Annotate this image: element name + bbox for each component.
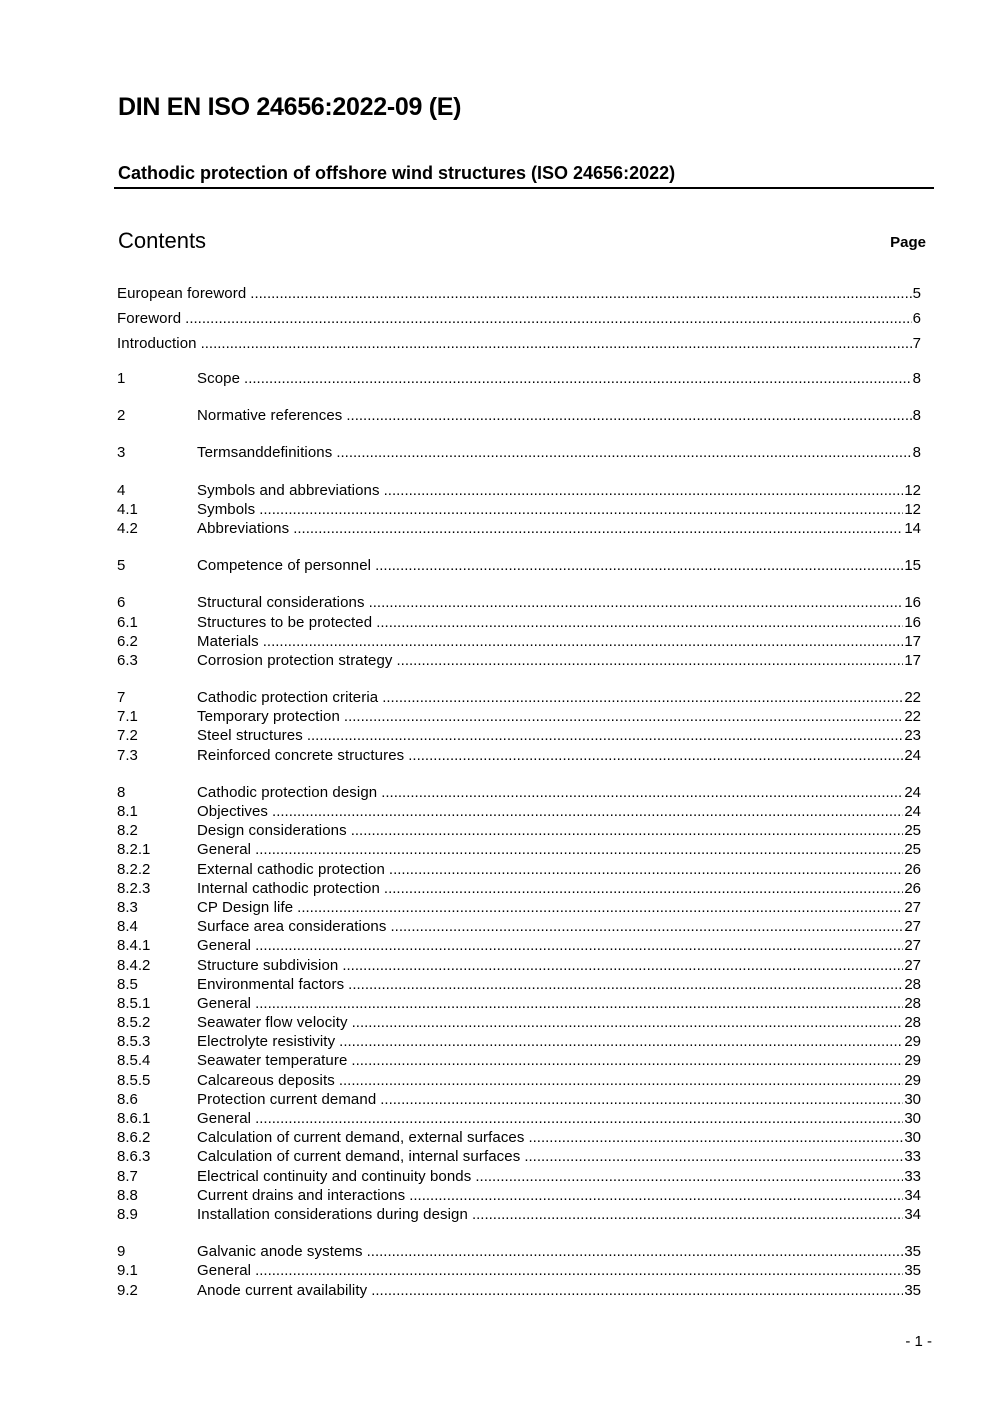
- toc-entry-number: 8.2.3: [117, 879, 151, 897]
- toc-entry-title: External cathodic protection: [197, 860, 385, 878]
- toc-entry[interactable]: [117, 726, 921, 745]
- dot-leader: [367, 1242, 904, 1261]
- toc-entry-page: 26: [904, 860, 921, 878]
- toc-entry-title: Symbols: [197, 500, 256, 518]
- toc-entry[interactable]: [117, 406, 921, 425]
- contents-heading: Contents: [118, 228, 207, 253]
- toc-entry-number: 8.4.2: [117, 956, 151, 974]
- toc-entry-page: 24: [904, 746, 921, 764]
- toc-entry-page: 27: [904, 937, 921, 955]
- toc-entry-page: 6: [912, 310, 921, 327]
- toc-entry-title: Reinforced concrete structures: [197, 746, 405, 764]
- dot-leader: [524, 1147, 903, 1166]
- toc-entry-number: 9: [117, 1243, 126, 1261]
- toc-entry-number: 4.2: [117, 519, 138, 537]
- toc-entry-page: 17: [904, 632, 921, 650]
- toc-entry-title: General: [197, 994, 252, 1012]
- dot-leader: [307, 726, 904, 745]
- toc-entry-title: Objectives: [197, 803, 269, 820]
- toc-entry-number: 8.8: [117, 1186, 138, 1204]
- toc-entry-number: 6.2: [117, 632, 138, 650]
- dot-leader: [382, 688, 903, 707]
- toc-entry-number: 8.6: [117, 1090, 138, 1108]
- toc-entry-page: 30: [904, 1110, 921, 1127]
- toc-entry-page: 24: [904, 803, 921, 820]
- toc-entry[interactable]: [117, 975, 921, 994]
- toc-entry-number: 2: [117, 407, 126, 425]
- dot-leader: [201, 334, 912, 353]
- toc-entry-page: 23: [904, 727, 921, 745]
- dot-leader: [250, 284, 911, 303]
- toc-entry[interactable]: [117, 334, 921, 359]
- dot-leader: [528, 1128, 903, 1147]
- toc-entry-page: 35: [904, 1262, 921, 1280]
- dot-leader: [244, 369, 912, 388]
- toc-entry[interactable]: [117, 860, 921, 879]
- toc-entry-page: 35: [904, 1243, 921, 1261]
- table-of-contents: [117, 284, 921, 1318]
- toc-entry-number: 8.7: [117, 1167, 138, 1185]
- toc-entry-title: Surface area considerations: [197, 918, 387, 936]
- toc-section-group: [117, 688, 921, 765]
- toc-entry-title: Structure subdivision: [197, 956, 339, 974]
- dot-leader: [389, 860, 903, 879]
- toc-entry[interactable]: [117, 1013, 921, 1032]
- toc-entry-number: 8: [117, 783, 126, 801]
- toc-entry-title: Corrosion protection strategy: [197, 651, 393, 669]
- toc-entry-title: Temporary protection: [197, 708, 340, 726]
- toc-entry-number: 8.4.1: [117, 937, 151, 955]
- toc-entry[interactable]: [117, 707, 921, 726]
- toc-entry[interactable]: [117, 613, 921, 632]
- toc-section-group: [117, 443, 921, 462]
- toc-entry-title: Cathodic protection design: [197, 783, 378, 801]
- toc-entry[interactable]: [117, 1090, 921, 1109]
- toc-entry-title: Internal cathodic protection: [197, 879, 380, 897]
- toc-entry-title: Calculation of current demand, internal surfaces: [197, 1148, 521, 1166]
- toc-entry[interactable]: [117, 917, 921, 936]
- toc-entry-title: Installation considerations during design: [197, 1205, 468, 1223]
- toc-entry[interactable]: [117, 1109, 921, 1128]
- toc-entry[interactable]: [117, 309, 921, 334]
- dot-leader: [352, 1013, 904, 1032]
- toc-entry-title: Seawater temperature: [197, 1052, 348, 1070]
- toc-front-matter: [117, 284, 921, 359]
- toc-entry-number: 8.4: [117, 918, 138, 936]
- toc-entry-title: Steel structures: [197, 727, 303, 745]
- toc-entry[interactable]: [117, 500, 921, 519]
- toc-entry[interactable]: [117, 1167, 921, 1186]
- toc-entry-title: Foreword: [117, 310, 182, 327]
- toc-entry-page: 28: [904, 994, 921, 1012]
- toc-entry-page: 22: [904, 689, 921, 707]
- document-title: DIN EN ISO 24656:2022-09 (E): [118, 93, 462, 121]
- toc-entry[interactable]: [117, 443, 921, 462]
- toc-entry[interactable]: [117, 519, 921, 538]
- toc-entry-title: Normative references: [197, 407, 343, 425]
- toc-entry-page: 7: [912, 335, 921, 352]
- dot-leader: [348, 975, 903, 994]
- toc-entry-page: 26: [904, 879, 921, 897]
- toc-entry-page: 15: [904, 557, 921, 575]
- toc-entry-page: 22: [904, 708, 921, 726]
- dot-leader: [475, 1167, 903, 1186]
- toc-entry-page: 8: [912, 407, 921, 425]
- toc-entry-number: 8.6.3: [117, 1148, 151, 1166]
- toc-entry-number: 9.1: [117, 1262, 138, 1280]
- toc-entry-number: 6.3: [117, 651, 138, 669]
- toc-entry-page: 34: [904, 1205, 921, 1223]
- title-divider: [114, 187, 934, 189]
- page-number: - 1 -: [905, 1333, 932, 1350]
- dot-leader: [272, 802, 903, 821]
- dot-leader: [409, 1186, 903, 1205]
- toc-entry-page: 27: [904, 956, 921, 974]
- toc-entry[interactable]: [117, 1071, 921, 1090]
- toc-entry-page: 28: [904, 975, 921, 993]
- dot-leader: [259, 500, 903, 519]
- dot-leader: [369, 593, 904, 612]
- toc-entry-number: 1: [117, 370, 126, 387]
- toc-entry[interactable]: [117, 821, 921, 840]
- dot-leader: [384, 879, 903, 898]
- toc-section-group: [117, 1242, 921, 1300]
- toc-entry-page: 16: [904, 613, 921, 631]
- dot-leader: [371, 1281, 903, 1300]
- toc-entry-page: 17: [904, 651, 921, 669]
- dot-leader: [263, 632, 904, 651]
- toc-entry-number: 8.2.1: [117, 841, 151, 859]
- toc-entry-number: 9.2: [117, 1281, 138, 1299]
- dot-leader: [380, 1090, 903, 1109]
- toc-entry-number: 8.3: [117, 898, 138, 916]
- toc-entry-number: 8.5.5: [117, 1071, 151, 1089]
- dot-leader: [293, 519, 903, 538]
- toc-entry-title: Calculation of current demand, external surfaces: [197, 1129, 525, 1147]
- toc-entry-number: 4: [117, 481, 126, 499]
- toc-entry[interactable]: [117, 879, 921, 898]
- toc-entry-number: 8.5: [117, 975, 138, 993]
- dot-leader: [397, 651, 904, 670]
- toc-entry[interactable]: [117, 369, 921, 388]
- dot-leader: [339, 1071, 904, 1090]
- toc-entry-title: Introduction: [117, 335, 197, 352]
- toc-entry-title: Scope: [197, 370, 241, 387]
- toc-entry-title: Competence of personnel: [197, 557, 372, 575]
- toc-entry-page: 25: [904, 822, 921, 840]
- dot-leader: [255, 936, 903, 955]
- toc-entry-title: General: [197, 937, 252, 955]
- toc-entry-title: Cathodic protection criteria: [197, 689, 379, 707]
- toc-section-group: [117, 783, 921, 1224]
- toc-entry-title: CP Design life: [197, 898, 294, 916]
- toc-entry[interactable]: [117, 936, 921, 955]
- toc-entry[interactable]: [117, 632, 921, 651]
- toc-entry-number: 7: [117, 689, 126, 707]
- toc-entry[interactable]: [117, 284, 921, 309]
- toc-entry-title: Abbreviations: [197, 519, 290, 537]
- toc-section-group: [117, 406, 921, 425]
- toc-entry-page: 27: [904, 918, 921, 936]
- toc-entry-title: European foreword: [117, 285, 247, 302]
- dot-leader: [351, 1051, 903, 1070]
- toc-entry-page: 24: [904, 783, 921, 801]
- toc-entry-number: 6.1: [117, 613, 138, 631]
- dot-leader: [342, 956, 903, 975]
- dot-leader: [346, 406, 911, 425]
- toc-entry-page: 33: [904, 1167, 921, 1185]
- toc-entry-page: 28: [904, 1014, 921, 1032]
- toc-entry[interactable]: [117, 1261, 921, 1280]
- dot-leader: [376, 613, 903, 632]
- toc-entry-page: 16: [904, 594, 921, 612]
- dot-leader: [185, 309, 912, 328]
- toc-entry[interactable]: [117, 593, 921, 612]
- toc-entry-title: Electrolyte resistivity: [197, 1033, 336, 1051]
- toc-section-group: [117, 369, 921, 388]
- toc-section-group: [117, 481, 921, 539]
- toc-entry-number: 8.6.2: [117, 1129, 151, 1147]
- toc-entry[interactable]: [117, 898, 921, 917]
- dot-leader: [351, 821, 904, 840]
- toc-entry-page: 25: [904, 841, 921, 859]
- toc-sections: [117, 369, 921, 1300]
- toc-entry[interactable]: [117, 1281, 921, 1300]
- dot-leader: [384, 481, 904, 500]
- toc-entry-page: 27: [904, 898, 921, 916]
- toc-entry-title: Environmental factors: [197, 975, 345, 993]
- toc-entry-page: 30: [904, 1090, 921, 1108]
- toc-entry[interactable]: [117, 481, 921, 500]
- toc-entry-number: 7.3: [117, 746, 138, 764]
- dot-leader: [408, 746, 903, 765]
- toc-entry-number: 4.1: [117, 500, 138, 518]
- toc-entry-number: 8.5.4: [117, 1052, 151, 1070]
- toc-entry-title: General: [197, 841, 252, 859]
- toc-entry-page: 29: [904, 1033, 921, 1051]
- toc-entry[interactable]: [117, 1147, 921, 1166]
- toc-entry-page: 12: [904, 481, 921, 499]
- toc-entry-page: 29: [904, 1052, 921, 1070]
- dot-leader: [344, 707, 903, 726]
- toc-entry-title: Protection current demand: [197, 1090, 377, 1108]
- toc-entry-title: Galvanic anode systems: [197, 1243, 363, 1261]
- toc-entry[interactable]: [117, 802, 921, 821]
- toc-entry-title: Anode current availability: [197, 1281, 368, 1299]
- toc-entry-title: Calcareous deposits: [197, 1071, 335, 1089]
- toc-entry-page: 14: [904, 519, 921, 537]
- toc-entry-title: Materials: [197, 632, 259, 650]
- toc-entry-number: 7.2: [117, 727, 138, 745]
- toc-entry-number: 7.1: [117, 708, 138, 726]
- dot-leader: [255, 840, 903, 859]
- toc-entry[interactable]: [117, 1186, 921, 1205]
- toc-entry[interactable]: [117, 1128, 921, 1147]
- toc-entry[interactable]: [117, 688, 921, 707]
- toc-entry-title: Electrical continuity and continuity bonds: [197, 1167, 472, 1185]
- toc-entry[interactable]: [117, 556, 921, 575]
- toc-entry[interactable]: [117, 956, 921, 975]
- toc-entry-page: 29: [904, 1071, 921, 1089]
- toc-entry-number: 8.5.2: [117, 1014, 151, 1032]
- toc-entry-page: 8: [912, 444, 921, 462]
- dot-leader: [255, 1261, 903, 1280]
- toc-entry-title: Design considerations: [197, 822, 347, 840]
- toc-entry-title: Symbols and abbreviations: [197, 481, 380, 499]
- toc-entry-number: 8.5.1: [117, 994, 151, 1012]
- toc-entry-title: Seawater flow velocity: [197, 1014, 348, 1032]
- toc-entry-page: 33: [904, 1148, 921, 1166]
- dot-leader: [255, 994, 903, 1013]
- toc-entry-page: 30: [904, 1129, 921, 1147]
- toc-entry-title: Termsanddefinitions: [197, 444, 333, 462]
- dot-leader: [255, 1109, 903, 1128]
- dot-leader: [375, 556, 903, 575]
- toc-entry[interactable]: [117, 746, 921, 765]
- toc-entry-page: 12: [904, 500, 921, 518]
- toc-entry-page: 5: [912, 285, 921, 302]
- toc-entry-title: Structural considerations: [197, 594, 365, 612]
- toc-entry-page: 35: [904, 1281, 921, 1299]
- toc-entry-title: General: [197, 1262, 252, 1280]
- toc-entry[interactable]: [117, 783, 921, 802]
- toc-entry-number: 8.6.1: [117, 1110, 151, 1127]
- toc-section-group: [117, 593, 921, 670]
- dot-leader: [390, 917, 903, 936]
- toc-entry-page: 34: [904, 1186, 921, 1204]
- toc-entry-page: 8: [912, 370, 921, 387]
- toc-entry-number: 3: [117, 444, 126, 462]
- dot-leader: [339, 1032, 903, 1051]
- toc-entry-number: 6: [117, 594, 126, 612]
- toc-entry[interactable]: [117, 651, 921, 670]
- toc-entry-title: Structures to be protected: [197, 613, 373, 631]
- toc-entry-title: Current drains and interactions: [197, 1186, 406, 1204]
- document-subtitle: Cathodic protection of offshore wind structures (ISO 24656:2022): [118, 163, 676, 183]
- toc-entry-number: 8.2.2: [117, 860, 151, 878]
- page-column-label: Page: [890, 234, 926, 251]
- toc-section-group: [117, 556, 921, 575]
- toc-entry-number: 8.9: [117, 1205, 138, 1223]
- dot-leader: [381, 783, 903, 802]
- toc-entry[interactable]: [117, 994, 921, 1013]
- toc-entry[interactable]: [117, 1051, 921, 1070]
- toc-entry-number: 8.2: [117, 822, 138, 840]
- toc-entry-number: 8.5.3: [117, 1033, 151, 1051]
- dot-leader: [336, 443, 911, 462]
- toc-entry[interactable]: [117, 1242, 921, 1261]
- dot-leader: [297, 898, 903, 917]
- toc-entry-number: 5: [117, 557, 126, 575]
- toc-entry-number: 8.1: [117, 803, 138, 820]
- dot-leader: [472, 1205, 903, 1224]
- toc-entry[interactable]: [117, 1205, 921, 1224]
- toc-entry-title: General: [197, 1110, 252, 1127]
- toc-entry[interactable]: [117, 1032, 921, 1051]
- toc-entry[interactable]: [117, 840, 921, 859]
